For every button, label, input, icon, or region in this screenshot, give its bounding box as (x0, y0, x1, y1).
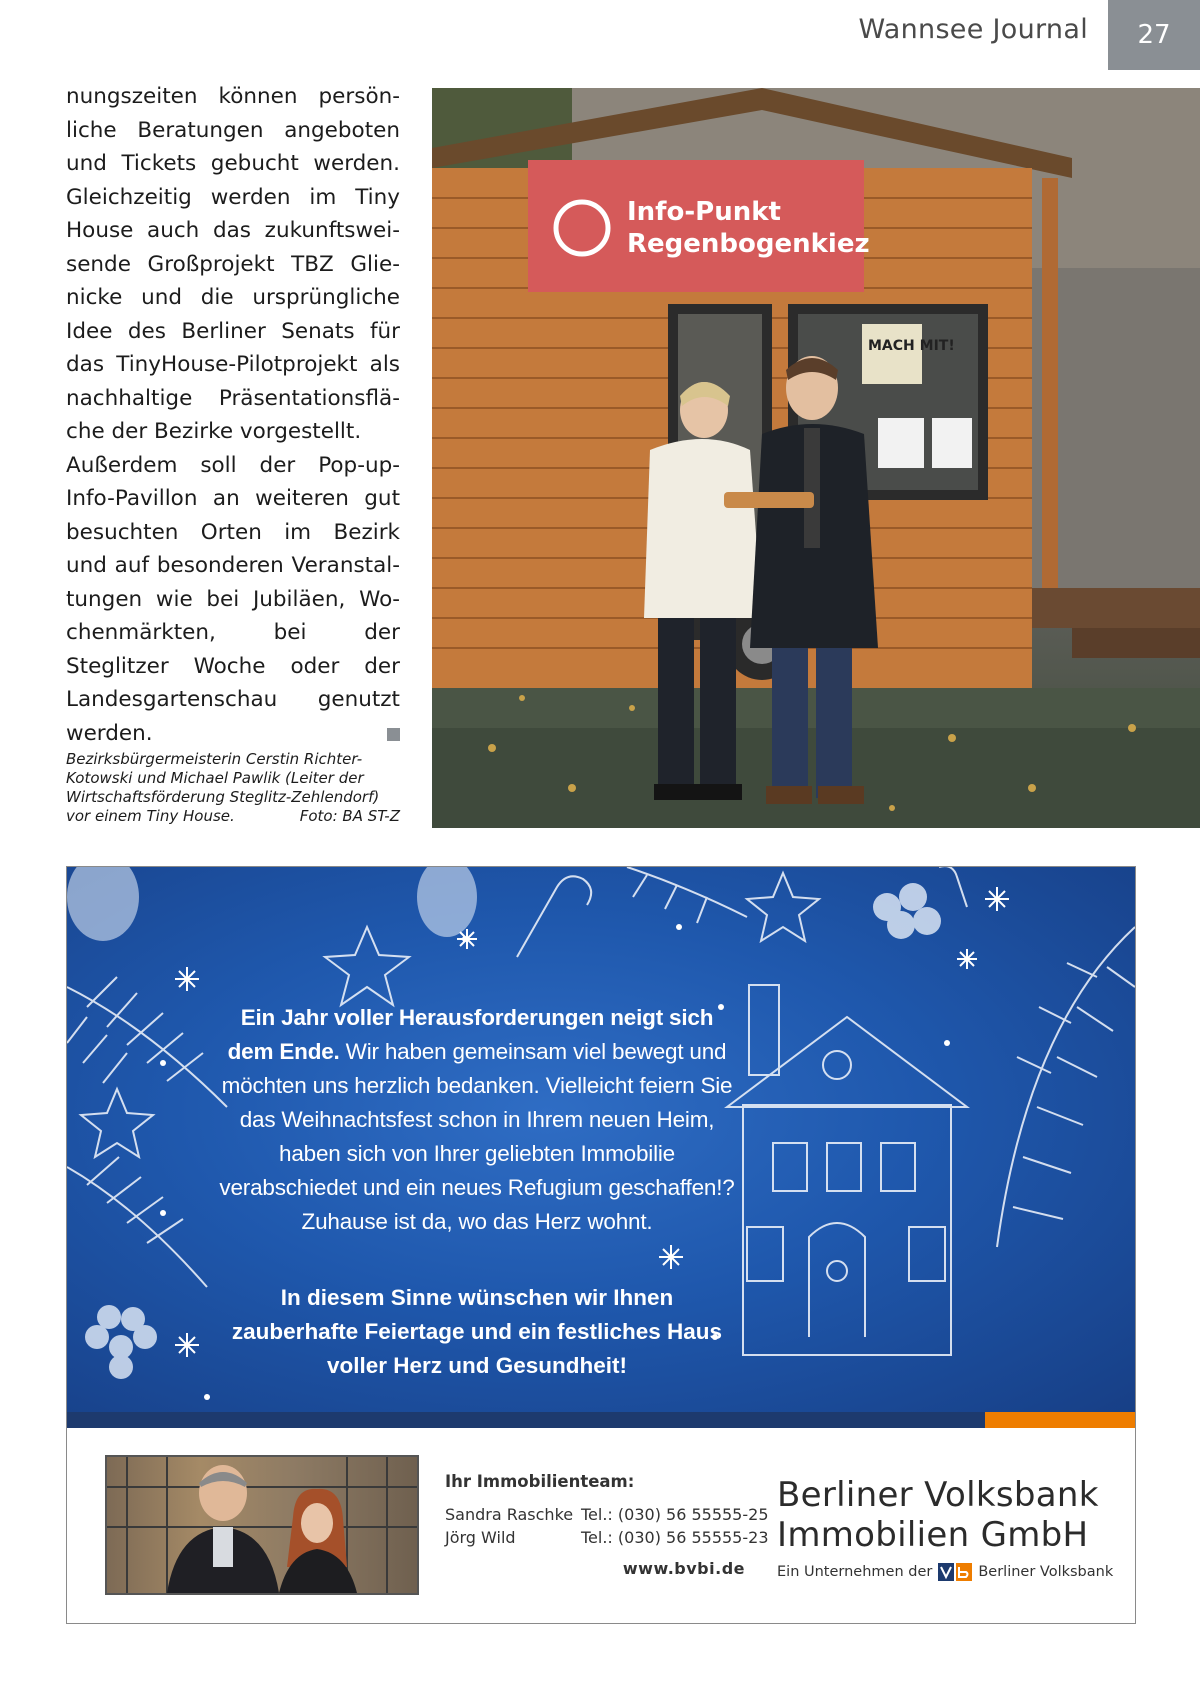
brand-name-line-1: Berliner Volksbank (777, 1475, 1099, 1515)
snowflake-icon (457, 929, 477, 949)
article-paragraph-2 (66, 449, 400, 751)
brand-name-line-2: Immobilien GmbH (777, 1515, 1089, 1555)
brand-sub-suffix: Berliner Volksbank (978, 1564, 1114, 1580)
contact-row (445, 1503, 769, 1526)
team-photo (105, 1455, 419, 1595)
volksbank-logo-icon (938, 1563, 972, 1581)
website-link[interactable]: www.bvbi.de (622, 1559, 745, 1578)
banner-line-2: Regenbogenkiez (627, 229, 870, 259)
team-photo-illustration (107, 1457, 417, 1593)
caption-text: Bezirksbürgermeisterin Cerstin Richter-Kotowski und Michael Pawlik (Leiter der Wirtschaftsförderung Steglitz-Zehlendorf) vor einem Tiny House. (66, 750, 380, 825)
article-text (66, 80, 400, 750)
contact-name: Jörg Wild (445, 1528, 516, 1547)
contact-phone[interactable]: Tel.: (030) 56 55555-23 (581, 1528, 769, 1547)
brand-sub-prefix: Ein Unternehmen der (777, 1564, 933, 1580)
ad-body-text (217, 1001, 737, 1239)
team-label: Ihr Immobilienteam: (445, 1472, 635, 1491)
ad-intro-bold: Ein Jahr voller Herausforderungen neigt sich dem Ende. (227, 1005, 714, 1064)
article-paragraph-1: nungszeiten können persönliche Beratungen angeboten und Tickets gebucht werden. Gleichzeitig werden im Tiny House auch das zukunftsweisende Großprojekt TBZ Glienicke und die ursprüngliche Idee des Berliner Senats für das TinyHouse-Pilotprojekt als nachhaltige Präsentationsfläche der Bezirke vorgestellt. (66, 84, 400, 444)
contact-name: Sandra Raschke (445, 1505, 574, 1524)
page-number: 27 (1108, 0, 1200, 70)
orange-stripe (985, 1412, 1135, 1428)
brand-subline (777, 1563, 1113, 1581)
end-mark-icon (387, 728, 400, 741)
contact-phone[interactable]: Tel.: (030) 56 55555-25 (581, 1505, 769, 1524)
contact-list (445, 1503, 769, 1549)
photo-caption (66, 750, 400, 826)
poster-text: MACH MIT! (868, 338, 955, 354)
christmas-greeting-panel (67, 867, 1135, 1412)
bvbi-advertisement (66, 866, 1136, 1624)
navy-stripe (67, 1412, 985, 1428)
contact-row (445, 1526, 769, 1549)
ad-greeting: In diesem Sinne wünschen wir Ihnen zauberhafte Feiertage und ein festliches Haus voller Herz und Gesundheit! (231, 1285, 723, 1378)
banner-line-1: Info-Punkt (627, 197, 781, 227)
journal-title: Wannsee Journal (858, 14, 1088, 45)
photo-credit: Foto: BA ST-Z (299, 807, 400, 825)
tiny-house-photo (432, 88, 1200, 828)
wooden-key-icon (724, 492, 814, 508)
ad-intro-text: Wir haben gemeinsam viel bewegt und möchten uns herzlich bedanken. Vielleicht feiern Sie das Weihnachtsfest schon in Ihrem neuen Heim, haben sich von Ihrer geliebten Immobilie verabschiedet und ein neues Refugium geschaffen!? Zuhause ist da, wo das Herz wohnt. (219, 1039, 735, 1234)
article-paragraph-2-text: Außerdem soll der Pop-up-Info-Pavillon an weiteren gut besuchten Orten im Bezirk und auf besonderen Veranstaltungen wie bei Jubiläen, Wochenmärkten, bei der Steglitzer Woche oder der Landesgartenschau genutzt werden. (66, 452, 400, 746)
tiny-house-illustration (432, 88, 1200, 828)
